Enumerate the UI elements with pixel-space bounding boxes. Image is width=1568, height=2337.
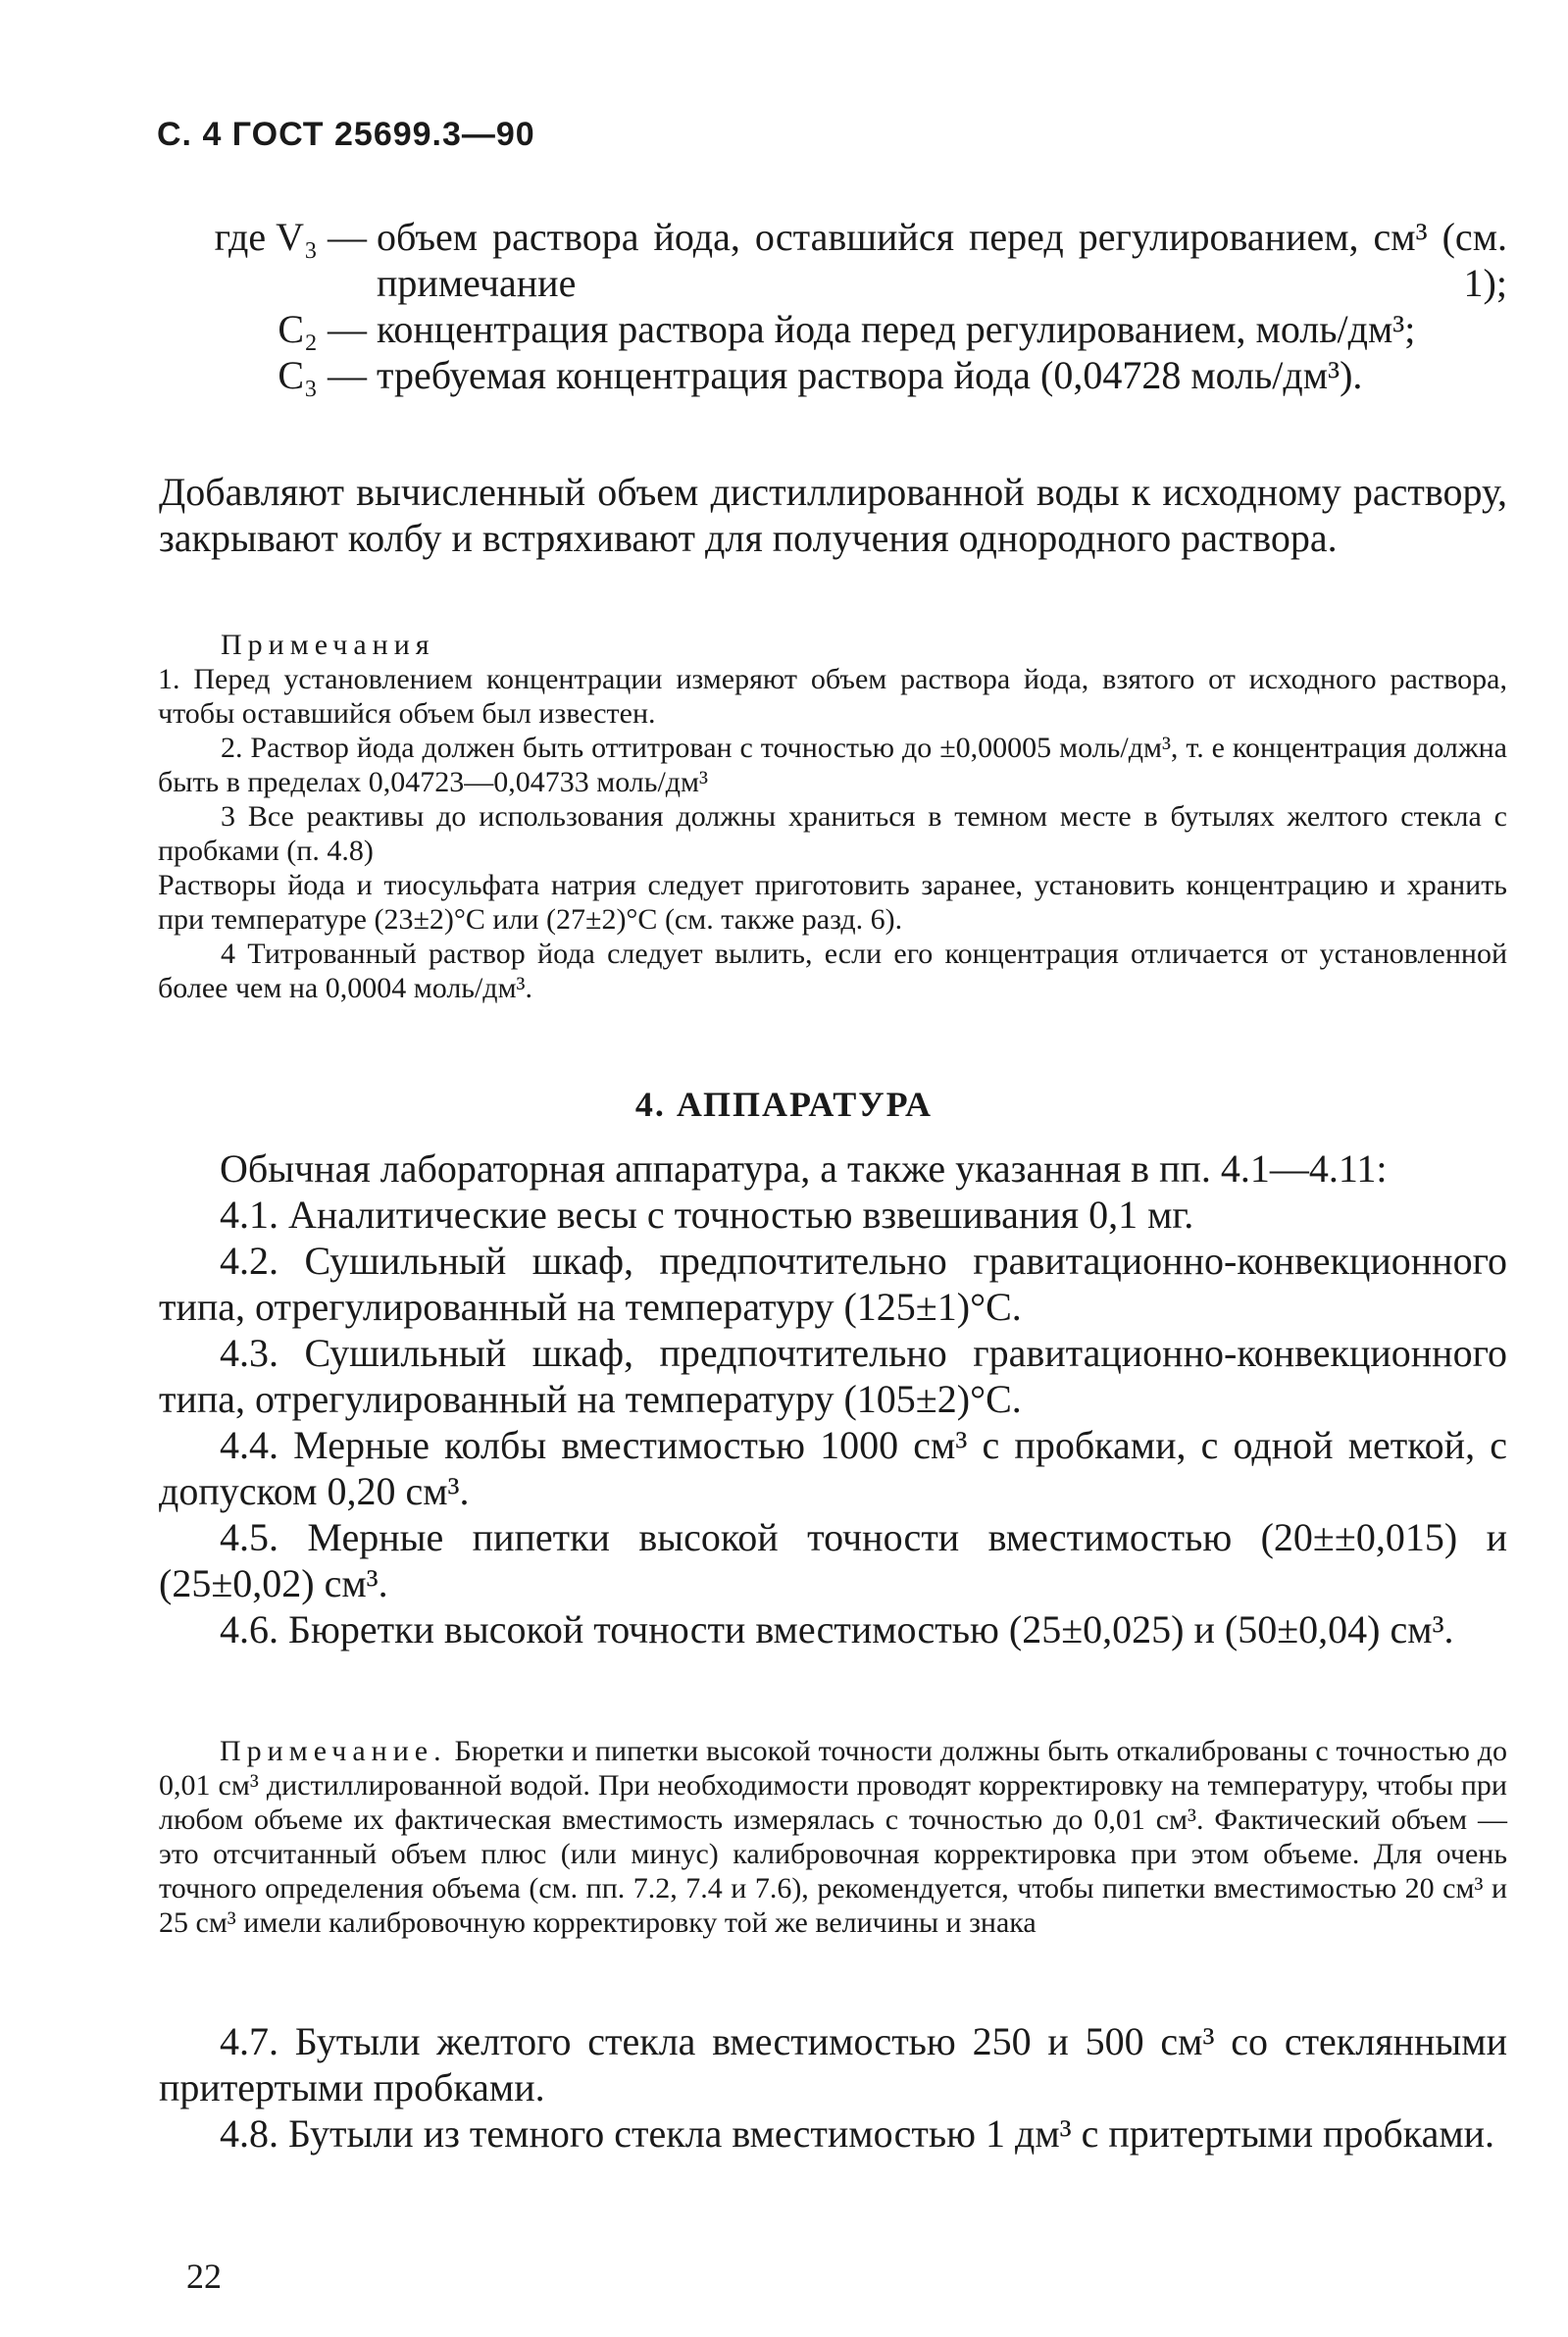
definition-label: где V₃ —: [214, 215, 377, 259]
definition-text: требуемая концентрация раствора йода (0,04728 моль/дм³).: [377, 353, 1363, 397]
apparatus-list-continued: [159, 2018, 1507, 2157]
note-2-text: 2. Раствор йода должен быть оттитрован с точностью до ±0,00005 моль/дм³, т. е концентрация должна быть в пределах 0,04723—0,04733 моль/дм³: [158, 732, 1507, 798]
definition-label: C₂ —: [278, 307, 377, 351]
section-title: 4. АППАРАТУРА: [634, 1085, 934, 1124]
apparatus-item-4-8: 4.8. Бутыли из темного стекла вместимостью 1 дм³ с притертыми пробками.: [220, 2111, 1495, 2156]
note-calibration-text: Бюретки и пипетки высокой точности должны быть откалиброваны с точностью до 0,01 см³ дистиллированной водой. При необходимости проводят корректировку на температуру, чтобы при любом объеме их фактическая вместимость измерялась с точностью до 0,01 см³. Фактический объем — это отсчитанный объем плюс (или минус) калибровочная корректировка при этом объеме. Для очень точного определения объема (см. пп. 7.2, 7.4 и 7.6), рекомендуется, чтобы пипетки вместимостью 20 см³ и 25 см³ имели калибровочную корректировку той же величины и знака: [159, 1735, 1507, 1939]
apparatus-list: [159, 1145, 1507, 1652]
note-4: [158, 937, 1507, 1005]
definitions-list: [159, 214, 1507, 398]
definition-v3: [159, 214, 1507, 306]
note-1-text: 1. Перед установлением концентрации измеряют объем раствора йода, взятого от исходного раствора, чтобы оставшийся объем был известен.: [158, 663, 1507, 730]
apparatus-intro: Обычная лабораторная аппаратура, а также указанная в пп. 4.1—4.11:: [220, 1146, 1388, 1191]
definition-text: концентрация раствора йода перед регулированием, моль/дм³;: [377, 307, 1416, 351]
apparatus-item-4-6: 4.6. Бюретки высокой точности вместимостью (25±0,025) и (50±0,04) см³.: [220, 1607, 1454, 1651]
notes-title: Примечания: [221, 629, 435, 661]
apparatus-item-4-1: 4.1. Аналитические весы с точностью взвешивания 0,1 мг.: [220, 1193, 1194, 1237]
page-number: 22: [186, 2257, 222, 2296]
note-calibration-label: Примечание.: [220, 1735, 447, 1767]
note-3-continued: [158, 868, 1507, 937]
definition-c3: [159, 352, 1507, 398]
note-calibration-paragraph: [159, 1734, 1507, 1940]
apparatus-item-4-5: 4.5. Мерные пипетки высокой точности вместимостью (20±±0,015) и (25±0,02) см³.: [159, 1515, 1507, 1605]
note-2: [158, 731, 1507, 799]
apparatus-item-4-2: 4.2. Сушильный шкаф, предпочтительно гравитационно-конвекционного типа, отрегулированный на температуру (125±1)°С.: [159, 1239, 1507, 1329]
paragraph-add-water: Добавляют вычисленный объем дистиллированной воды к исходному раствору, закрывают колбу и встряхивают для получения однородного раствора.: [159, 470, 1507, 560]
note-1: [158, 662, 1507, 731]
notes-block: [158, 628, 1507, 1005]
definition-label: C₃ —: [278, 353, 377, 397]
note-3: [158, 799, 1507, 868]
apparatus-item-4-7: 4.7. Бутыли желтого стекла вместимостью 250 и 500 см³ со стеклянными притертыми пробками.: [159, 2019, 1507, 2109]
apparatus-item-4-4: 4.4. Мерные колбы вместимостью 1000 см³ с пробками, с одной меткой, с допуском 0,20 см³.: [159, 1423, 1507, 1513]
page-header: С. 4 ГОСТ 25699.3—90: [157, 116, 535, 153]
note-3-continued-text: Растворы йода и тиосульфата натрия следует приготовить заранее, установить концентрацию и хранить при температуре (23±2)°С или (27±2)°С (см. также разд. 6).: [158, 869, 1507, 936]
definition-c2: [159, 306, 1507, 352]
note-calibration: [159, 1734, 1507, 1940]
note-4-text: 4 Титрованный раствор йода следует вылить, если его концентрация отличается от установленной более чем на 0,0004 моль/дм³.: [158, 938, 1507, 1004]
definition-text: объем раствора йода, оставшийся перед регулированием, см³ (см. примечание 1);: [377, 215, 1507, 305]
apparatus-item-4-3: 4.3. Сушильный шкаф, предпочтительно гравитационно-конвекционного типа, отрегулированный на температуру (105±2)°С.: [159, 1331, 1507, 1421]
note-3-text: 3 Все реактивы до использования должны храниться в темном месте в бутылях желтого стекла с пробками (п. 4.8): [158, 800, 1507, 867]
